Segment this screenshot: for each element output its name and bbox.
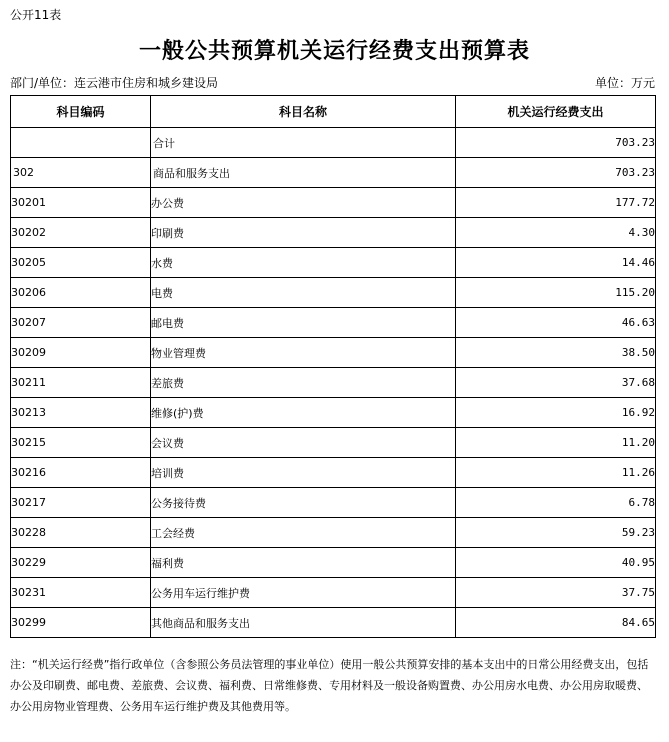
row-code: 30206 <box>11 278 151 308</box>
row-code: 30211 <box>11 368 151 398</box>
table-header-row <box>11 96 656 128</box>
row-amount: 84.65 <box>456 608 656 638</box>
row-name: 福利费 <box>151 548 456 578</box>
row-name: 办公费 <box>151 188 456 218</box>
row-name: 会议费 <box>151 428 456 458</box>
table-row <box>11 428 656 458</box>
category-code: 302 <box>11 158 151 188</box>
row-code: 30213 <box>11 398 151 428</box>
row-code: 30216 <box>11 458 151 488</box>
row-code: 30207 <box>11 308 151 338</box>
table-row <box>11 188 656 218</box>
total-code <box>11 128 151 158</box>
category-amount: 703.23 <box>456 158 656 188</box>
row-amount: 59.23 <box>456 518 656 548</box>
row-amount: 40.95 <box>456 548 656 578</box>
department-label: 部门/单位：连云港市住房和城乡建设局 <box>10 76 219 90</box>
total-amount: 703.23 <box>456 128 656 158</box>
row-amount: 37.75 <box>456 578 656 608</box>
table-row <box>11 488 656 518</box>
table-row <box>11 308 656 338</box>
row-name: 差旅费 <box>151 368 456 398</box>
row-name: 印刷费 <box>151 218 456 248</box>
row-amount: 6.78 <box>456 488 656 518</box>
row-amount: 37.68 <box>456 368 656 398</box>
row-amount: 11.20 <box>456 428 656 458</box>
row-name: 公务用车运行维护费 <box>151 578 456 608</box>
row-amount: 115.20 <box>456 278 656 308</box>
row-amount: 46.63 <box>456 308 656 338</box>
header-name: 科目名称 <box>151 96 456 128</box>
row-code: 30217 <box>11 488 151 518</box>
row-code: 30215 <box>11 428 151 458</box>
row-name: 水费 <box>151 248 456 278</box>
row-amount: 177.72 <box>456 188 656 218</box>
unit-label: 单位：万元 <box>594 76 655 90</box>
table-row <box>11 248 656 278</box>
row-name: 电费 <box>151 278 456 308</box>
row-code: 30205 <box>11 248 151 278</box>
total-name: 合计 <box>151 128 456 158</box>
table-row <box>11 338 656 368</box>
table-row <box>11 578 656 608</box>
footnote: 注：“机关运行经费”指行政单位（含参照公务员法管理的事业单位）使用一般公共预算安排的基本支出中的日常公用经费支出，包括办公及印刷费、邮电费、差旅费、会议费、福利费、日常维修费、专用材料及一般设备购置费、办公用房水电费、办公用房取暖费、办公用房物业管理费、公务用车运行维护费及其他费用等。 <box>10 658 649 713</box>
row-code: 30209 <box>11 338 151 368</box>
category-row <box>11 158 656 188</box>
row-code: 30231 <box>11 578 151 608</box>
category-name: 商品和服务支出 <box>151 158 456 188</box>
table-row <box>11 608 656 638</box>
row-amount: 4.30 <box>456 218 656 248</box>
row-name: 物业管理费 <box>151 338 456 368</box>
row-amount: 38.50 <box>456 338 656 368</box>
table-row <box>11 548 656 578</box>
page-title: 一般公共预算机关运行经费支出预算表 <box>138 38 530 64</box>
row-name: 邮电费 <box>151 308 456 338</box>
row-amount: 11.26 <box>456 458 656 488</box>
header-amount: 机关运行经费支出 <box>456 96 656 128</box>
row-amount: 14.46 <box>456 248 656 278</box>
row-code: 30202 <box>11 218 151 248</box>
table-row <box>11 368 656 398</box>
row-name: 工会经费 <box>151 518 456 548</box>
row-name: 维修(护)费 <box>151 398 456 428</box>
row-name: 公务接待费 <box>151 488 456 518</box>
table-row <box>11 218 656 248</box>
row-name: 培训费 <box>151 458 456 488</box>
table-row <box>11 518 656 548</box>
table-row <box>11 458 656 488</box>
table-row <box>11 278 656 308</box>
budget-table <box>10 95 656 638</box>
row-code: 30228 <box>11 518 151 548</box>
row-code: 30201 <box>11 188 151 218</box>
row-code: 30299 <box>11 608 151 638</box>
row-name: 其他商品和服务支出 <box>151 608 456 638</box>
table-row <box>11 398 656 428</box>
header-code: 科目编码 <box>11 96 151 128</box>
row-amount: 16.92 <box>456 398 656 428</box>
row-code: 30229 <box>11 548 151 578</box>
form-number: 公开11表 <box>10 8 62 22</box>
total-row <box>11 128 656 158</box>
